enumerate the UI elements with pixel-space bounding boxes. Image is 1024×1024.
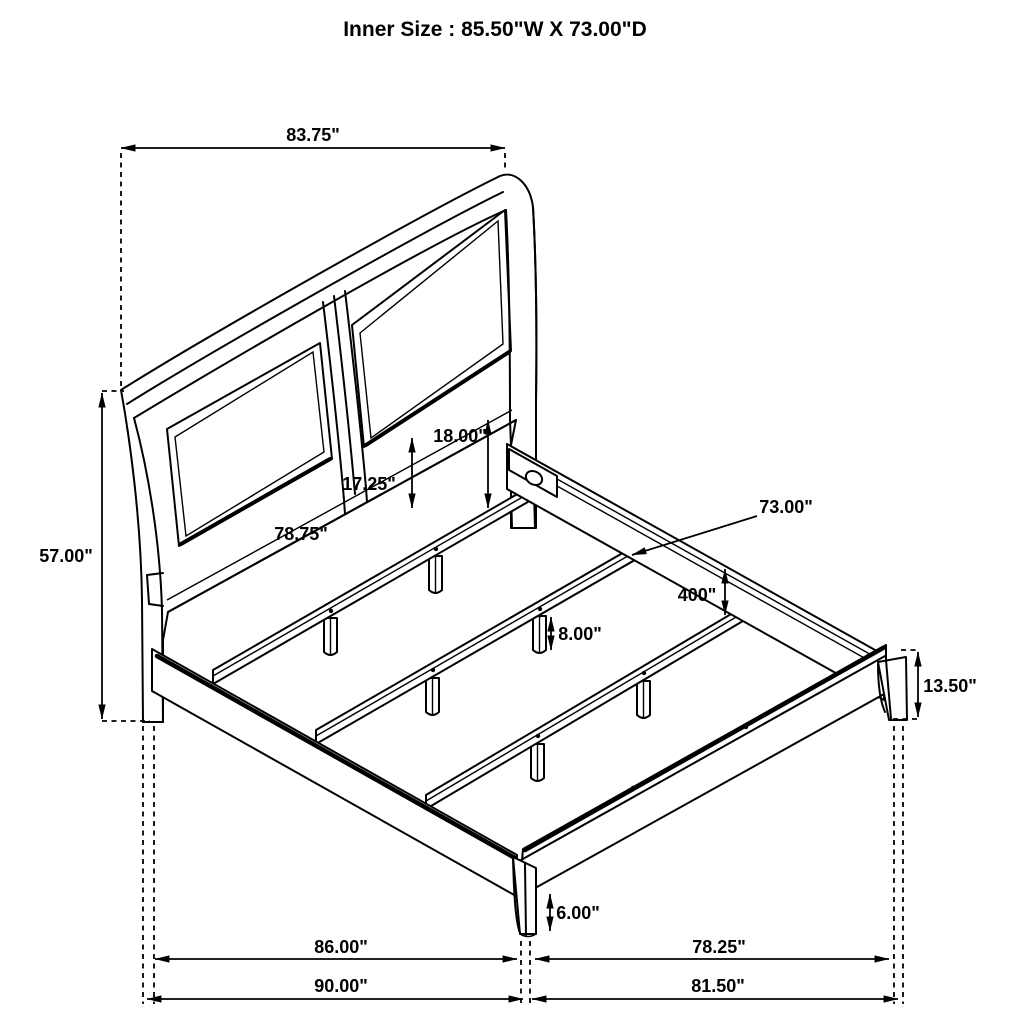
dim-depth-inner: 86.00" xyxy=(314,937,368,957)
foot-right-leg xyxy=(878,657,907,720)
dim-side-rail-length: 78.75" xyxy=(274,524,328,544)
dim-headboard-height: 57.00" xyxy=(39,546,93,566)
dim-headboard-width: 83.75" xyxy=(286,125,340,145)
dim-depth-overall: 90.00" xyxy=(314,976,368,996)
dim-foot-leg-height: 13.50" xyxy=(923,676,977,696)
front-corner-leg xyxy=(513,857,536,937)
dim-width-overall: 81.50" xyxy=(691,976,745,996)
dim-slat-length: 73.00" xyxy=(759,497,813,517)
dim-panel-gap-rear: 18.00" xyxy=(433,426,487,446)
right-side-rail xyxy=(507,444,884,700)
dim-width-inner: 78.25" xyxy=(692,937,746,957)
dim-center-leg-height: 8.00" xyxy=(558,624,602,644)
dim-panel-gap-front: 17.25" xyxy=(342,474,396,494)
dim-rail-offset: 400" xyxy=(677,585,717,605)
page-title: Inner Size : 85.50"W X 73.00"D xyxy=(343,18,647,41)
dim-front-leg-height: 6.00" xyxy=(556,903,600,923)
footboard-rail xyxy=(519,645,886,897)
